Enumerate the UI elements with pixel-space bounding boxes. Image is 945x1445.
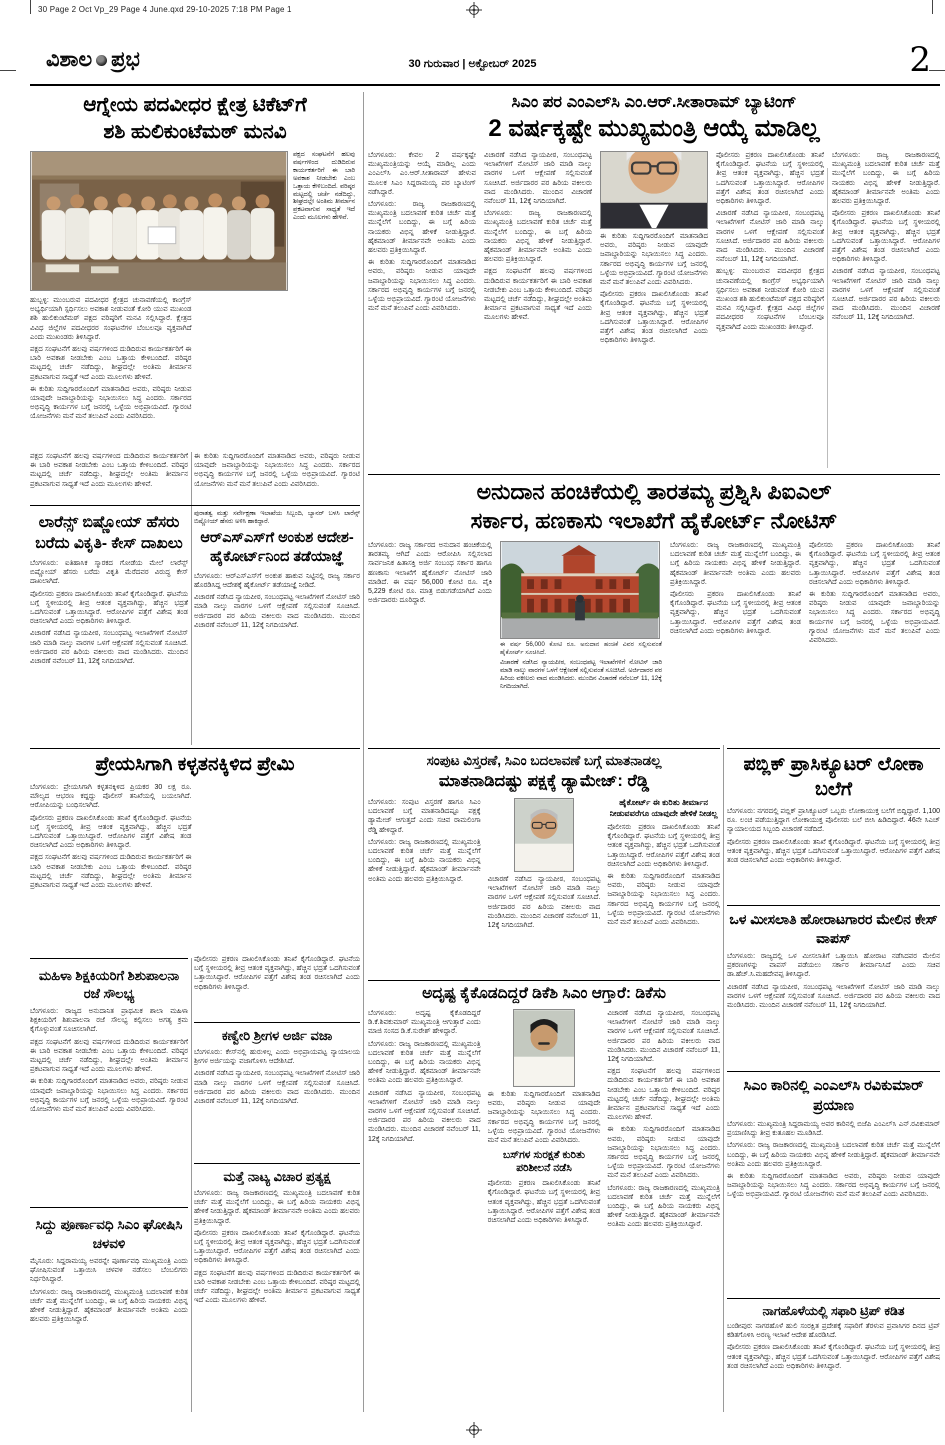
body-paragraph: ಪಕ್ಷದ ಸಂಘಟನೆಗೆ ಹಲವು ವರ್ಷಗಳಿಂದ ದುಡಿದಿರುವ ಕಾರ್ಯಕರ್ತರಿಗೆ ಈ ಬಾರಿ ಅವಕಾಶ ನೀಡಬೇಕು ಎಂಬ ಒತ್ತಾಯ ಕೇಳಿಬಂದಿದೆ. ವರಿಷ್ಠರ ಮಟ್ಟದಲ್ಲಿ ಚರ್ಚೆ ನಡೆದಿದ್ದು, ಶೀಘ್ರದಲ್ಲೇ ಅಂತಿಮ ತೀರ್ಮಾನ ಪ್ರಕಟವಾಗುವ ಸಾಧ್ಯತೆ ಇದೆ ಎಂದು ಮೂಲಗಳು ಹೇಳಿವೆ. [30,453,188,488]
body-paragraph: ವಿಚಾರಣೆ ನಡೆಸಿದ ನ್ಯಾಯಪೀಠ, ಸಂಬಂಧಪಟ್ಟ ಇಲಾಖೆಗಳಿಗೆ ನೋಟಿಸ್ ಜಾರಿ ಮಾಡಿ ನಾಲ್ಕು ವಾರಗಳ ಒಳಗೆ ಆಕ್ಷೇಪಣೆ ಸಲ್ಲಿಸುವಂತೆ ಸೂಚಿಸಿದೆ. ಅರ್ಜಿದಾರರ ಪರ ಹಿರಿಯ ವಕೀಲರು ವಾದ ಮಂಡಿಸಿದರು. ಮುಂದಿನ ವಿಚಾರಣೆ ನವೆಂಬರ್ 11, 12ಕ್ಕೆ ನಿಗದಿಯಾಗಿದೆ. [716,210,824,264]
photo-block [500,541,662,731]
article-body-col [488,798,601,970]
body-paragraph: ಬೆಂಗಳೂರು: ರಾಜ್ಯ ರಾಜಕಾರಣದಲ್ಲಿ ಮುಖ್ಯಮಂತ್ರಿ ಬದಲಾವಣೆ ಕುರಿತ ಚರ್ಚೆ ಮತ್ತೆ ಮುನ್ನೆಲೆಗೆ ಬಂದಿದ್ದು, ಈ ಬಗ್ಗೆ ಹಿರಿಯ ನಾಯಕರು ವಿಭಿನ್ನ ಹೇಳಿಕೆ ನೀಡುತ್ತಿದ್ದಾರೆ. ಹೈಕಮಾಂಡ್ ತೀರ್ಮಾನವೇ ಅಂತಿಮ ಎಂದು ಹಲವರು ಪ್ರತಿಕ್ರಿಯಿಸಿದ್ದಾರೆ. [607,1184,720,1229]
article-ravikumar-car [727,1071,940,1300]
registration-mark-top [466,2,482,18]
article-safari-trip [727,1298,940,1417]
article-dk-suresh [368,984,720,1412]
article-pil-notice [368,478,940,736]
body-paragraph: ವಿಚಾರಣೆ ನಡೆಸಿದ ನ್ಯಾಯಪೀಠ, ಸಂಬಂಧಪಟ್ಟ ಇಲಾಖೆಗಳಿಗೆ ನೋಟಿಸ್ ಜಾರಿ ಮಾಡಿ ನಾಲ್ಕು ವಾರಗಳ ಒಳಗೆ ಆಕ್ಷೇಪಣೆ ಸಲ್ಲಿಸುವಂತೆ ಸೂಚಿಸಿದೆ. ಅರ್ಜಿದಾರರ ಪರ ಹಿರಿಯ ವಕೀಲರು ವಾದ ಮಂಡಿಸಿದರು. ಮುಂದಿನ ವಿಚಾರಣೆ ನವೆಂಬರ್ 11, 12ಕ್ಕೆ ನಿಗದಿಯಾಗಿದೆ. [30,630,188,666]
article-headline: ಒಳ ಮೀಸಲಾತಿ ಹೋರಾಟಗಾರರ ಮೇಲಿನ ಕೇಸ್ ವಾಪಸ್ [729,911,938,946]
section-rule [30,748,360,749]
body-paragraph: ಈ ಕುರಿತು ಸುದ್ದಿಗಾರರೊಂದಿಗೆ ಮಾತನಾಡಿದ ಅವರು, ವರಿಷ್ಠರು ನೀಡುವ ಯಾವುದೇ ಜವಾಬ್ದಾರಿಯನ್ನು ನಿಭಾಯಿಸಲು ಸಿದ್ಧ ಎಂದರು. ಸರ್ಕಾರದ ಅಭಿವೃದ್ಧಿ ಕಾರ್ಯಗಳ ಬಗ್ಗೆ ಜನರಲ್ಲಿ ಒಳ್ಳೆಯ ಅಭಿಪ್ರಾಯವಿದೆ. ಗ್ಯಾರಂಟಿ ಯೋಜನೆಗಳು ಮನೆ ಮನೆ ತಲುಪಿವೆ ಎಂದು ವಿವರಿಸಿದರು. [607,873,720,927]
article-body-col [607,798,720,970]
crop-mark [30,0,31,14]
seetharam-portrait-image [600,151,708,229]
under-photo-text [500,659,662,711]
article-body [194,1189,360,1389]
article-body [30,1257,188,1407]
article-cm-seetharam [368,92,940,470]
article-body [194,572,360,704]
under-photo-text [488,875,601,930]
body-paragraph: ಬೆಂಗಳೂರು: ನಗರದಲ್ಲಿ ಪಬ್ಲಿಕ್ ಪ್ರಾಸಿಕ್ಯೂಟರ್ ಒಬ್ಬರು ಲೋಕಾಯುಕ್ತ ಬಲೆಗೆ ಬಿದ್ದಿದ್ದಾರೆ. 1,100 ರೂ. ಲಂಚ ಪಡೆಯುತ್ತಿದ್ದಾಗ ಲೋಕಾಯುಕ್ತ ಪೊಲೀಸರು ಬಲೆ ಬೀಸಿ ಹಿಡಿದಿದ್ದಾರೆ. 46ನೇ ಸಿಎಚ್ ನ್ಯಾಯಾಲಯದ ಸಿಬ್ಬಂದಿ ವಿಚಾರಣೆ ನಡೆದಿದೆ. [727,808,940,834]
body-paragraph: ಬೆಂಗಳೂರು: ರಾಜ್ಯ ರಾಜಕಾರಣದಲ್ಲಿ ಮುಖ್ಯಮಂತ್ರಿ ಬದಲಾವಣೆ ಕುರಿತ ಚರ್ಚೆ ಮತ್ತೆ ಮುನ್ನೆಲೆಗೆ ಬಂದಿದ್ದು, ಈ ಬಗ್ಗೆ ಹಿರಿಯ ನಾಯಕರು ವಿಭಿನ್ನ ಹೇಳಿಕೆ ನೀಡುತ್ತಿದ್ದಾರೆ. ಹೈಕಮಾಂಡ್ ತೀರ್ಮಾನವೇ ಅಂತಿಮ ಎಂದು ಹಲವರು ಪ್ರತಿಕ್ರಿಯಿಸಿದ್ದಾರೆ. [30,1288,188,1324]
headline-line-2: ಶಶಿ ಹುಲಿಕುಂಟೆಮಠ್ ಮನವಿ [103,121,287,143]
article-lawrence-case [30,452,188,738]
body-paragraph: ವಿಚಾರಣೆ ನಡೆಸಿದ ನ್ಯಾಯಪೀಠ, ಸಂಬಂಧಪಟ್ಟ ಇಲಾಖೆಗಳಿಗೆ ನೋಟಿಸ್ ಜಾರಿ ಮಾಡಿ ನಾಲ್ಕು ವಾರಗಳ ಒಳಗೆ ಆಕ್ಷೇಪಣೆ ಸಲ್ಲಿಸುವಂತೆ ಸೂಚಿಸಿದೆ. ಅರ್ಜಿದಾರರ ಪರ ಹಿರಿಯ ವಕೀಲರು ವಾದ ಮಂಡಿಸಿದರು. ಮುಂದಿನ ವಿಚಾರಣೆ ನವೆಂಬರ್ 11, 12ಕ್ಕೆ ನಿಗದಿಯಾಗಿದೆ. [484,152,592,206]
body-paragraph: ಪೊಲೀಸರು ಪ್ರಕರಣ ದಾಖಲಿಸಿಕೊಂಡು ತನಿಖೆ ಕೈಗೊಂಡಿದ್ದಾರೆ. ಘಟನೆಯ ಬಗ್ಗೆ ಸ್ಥಳೀಯರಲ್ಲಿ ತೀವ್ರ ಆತಂಕ ವ್ಯಕ್ತವಾಗಿದ್ದು, ಹೆಚ್ಚಿನ ಭದ್ರತೆ ಒದಗಿಸುವಂತೆ ಒತ್ತಾಯಿಸಿದ್ದಾರೆ. ಆರೋಪಿಗಳ ಪತ್ತೆಗೆ ವಿಶೇಷ ತಂಡ ರಚಿಸಲಾಗಿದೆ ಎಂದು ಅಧಿಕಾರಿಗಳು ತಿಳಿಸಿದ್ದಾರೆ. [727,1344,940,1370]
body-paragraph: ಪೊಲೀಸರು ಪ್ರಕರಣ ದಾಖಲಿಸಿಕೊಂಡು ತನಿಖೆ ಕೈಗೊಂಡಿದ್ದಾರೆ. ಘಟನೆಯ ಬಗ್ಗೆ ಸ್ಥಳೀಯರಲ್ಲಿ ತೀವ್ರ ಆತಂಕ ವ್ಯಕ್ತವಾಗಿದ್ದು, ಹೆಚ್ಚಿನ ಭದ್ರತೆ ಒದಗಿಸುವಂತೆ ಒತ್ತಾಯಿಸಿದ್ದಾರೆ. ಆರೋಪಿಗಳ ಪತ್ತೆಗೆ ವಿಶೇಷ ತಂಡ ರಚಿಸಲಾಗಿದೆ ಎಂದು ಅಧಿಕಾರಿಗಳು ತಿಳಿಸಿದ್ದಾರೆ. [670,591,801,635]
body-paragraph: ವಿಚಾರಣೆ ನಡೆಸಿದ ನ್ಯಾಯಪೀಠ, ಸಂಬಂಧಪಟ್ಟ ಇಲಾಖೆಗಳಿಗೆ ನೋಟಿಸ್ ಜಾರಿ ಮಾಡಿ ನಾಲ್ಕು ವಾರಗಳ ಒಳಗೆ ಆಕ್ಷೇಪಣೆ ಸಲ್ಲಿಸುವಂತೆ ಸೂಚಿಸಿದೆ. ಅರ್ಜಿದಾರರ ಪರ ಹಿರಿಯ ವಕೀಲರು ವಾದ ಮಂಡಿಸಿದರು. ಮುಂದಿನ ವಿಚಾರಣೆ ನವೆಂಬರ್ 11, 12ಕ್ಕೆ ನಿಗದಿಯಾಗಿದೆ. [832,268,940,322]
article-headline-line-1: ಅನುದಾನ ಹಂಚಿಕೆಯಲ್ಲಿ ತಾರತಮ್ಯ ಪ್ರಶ್ನಿಸಿ ಪಿಐಎಲ್ [476,479,832,504]
article-headline: ಪ್ರೇಯಸಿಗಾಗಿ ಕಳ್ಳತನಕ್ಕಿಳಿದ ಪ್ರೇಮಿ [95,754,295,775]
body-paragraph: ಹುಬ್ಬಳ್ಳಿ: ಮುಂಬರುವ ಪದವೀಧರ ಕ್ಷೇತ್ರದ ಚುನಾವಣೆಯಲ್ಲಿ ಕಾಂಗ್ರೆಸ್ ಅಭ್ಯರ್ಥಿಯಾಗಿ ಸ್ಪರ್ಧಿಸಲು ಅವಕಾಶ ನೀಡುವಂತೆ ಕೋರಿ ಯುವ ಮುಖಂಡ ಶಶಿ ಹುಲಿಕುಂಟೆಮಠ್ ಪಕ್ಷದ ವರಿಷ್ಠರಿಗೆ ಮನವಿ ಸಲ್ಲಿಸಿದ್ದಾರೆ. ಕ್ಷೇತ್ರದ ವಿವಿಧ ಜಿಲ್ಲೆಗಳ ಪದವೀಧರರ ಸಂಘಟನೆಗಳ ಬೆಂಬಲವೂ ವ್ಯಕ್ತವಾಗಿದೆ ಎಂದು ಮುಖಂಡರು ತಿಳಿಸಿದ್ದಾರೆ. [30,297,192,341]
article-body [727,807,940,899]
body-paragraph: ಬೆಂಗಳೂರು: ರಾಜ್ಯ ರಾಜಕಾರಣದಲ್ಲಿ ಮುಖ್ಯಮಂತ್ರಿ ಬದಲಾವಣೆ ಕುರಿತ ಚರ್ಚೆ ಮತ್ತೆ ಮುನ್ನೆಲೆಗೆ ಬಂದಿದ್ದು, ಈ ಬಗ್ಗೆ ಹಿರಿಯ ನಾಯಕರು ವಿಭಿನ್ನ ಹೇಳಿಕೆ ನೀಡುತ್ತಿದ್ದಾರೆ. ಹೈಕಮಾಂಡ್ ತೀರ್ಮಾನವೇ ಅಂತಿಮ ಎಂದು ಹಲವರು ಪ್ರತಿಕ್ರಿಯಿಸಿದ್ದಾರೆ. [368,201,476,255]
group-photo-image [30,151,288,291]
article-headline: ಪಬ್ಲಿಕ್ ಪ್ರಾಸಿಕ್ಯೂಟರ್ ಲೋಕಾ ಬಲೆಗೆ [743,754,924,800]
body-paragraph: ಪೊಲೀಸರು ಪ್ರಕರಣ ದಾಖಲಿಸಿಕೊಂಡು ತನಿಖೆ ಕೈಗೊಂಡಿದ್ದಾರೆ. ಘಟನೆಯ ಬಗ್ಗೆ ಸ್ಥಳೀಯರಲ್ಲಿ ತೀವ್ರ ಆತಂಕ ವ್ಯಕ್ತವಾಗಿದ್ದು, ಹೆಚ್ಚಿನ ಭದ್ರತೆ ಒದಗಿಸುವಂತೆ ಒತ್ತಾಯಿಸಿದ್ದಾರೆ. ಆರೋಪಿಗಳ ಪತ್ತೆಗೆ ವಿಶೇಷ ತಂಡ ರಚಿಸಲಾಗಿದೆ ಎಂದು ಅಧಿಕಾರಿಗಳು ತಿಳಿಸಿದ್ದಾರೆ. [194,1229,360,1265]
body-paragraph: ಪುರಾತತ್ವ ಮತ್ತು ಸರ್ವೇಕ್ಷಣಾ ಇಲಾಖೆಯ ಸಿಬ್ಬಂದಿ, ಬ್ಯಾನರ್ ಬಳಸಿ ಲಾರೆನ್ಸ್ ಬಿಷ್ಣೋಯ್ ಹೆಸರು ಅಳಿಸಿ ಹಾಕಿದ್ದಾರೆ. [194,510,360,525]
body-paragraph: ವಿಚಾರಣೆ ನಡೆಸಿದ ನ್ಯಾಯಪೀಠ, ಸಂಬಂಧಪಟ್ಟ ಇಲಾಖೆಗಳಿಗೆ ನೋಟಿಸ್ ಜಾರಿ ಮಾಡಿ ನಾಲ್ಕು ವಾರಗಳ ಒಳಗೆ ಆಕ್ಷೇಪಣೆ ಸಲ್ಲಿಸುವಂತೆ ಸೂಚಿಸಿದೆ. ಅರ್ಜಿದಾರರ ಪರ ಹಿರಿಯ ವಕೀಲರು ವಾದ ಮಂಡಿಸಿದರು. ಮುಂದಿನ ವಿಚಾರಣೆ ನವೆಂಬರ್ 11, 12ಕ್ಕೆ ನಿಗದಿಯಾಗಿದೆ. [727,983,940,1010]
body-paragraph: ಪೊಲೀಸರು ಪ್ರಕರಣ ದಾಖಲಿಸಿಕೊಂಡು ತನಿಖೆ ಕೈಗೊಂಡಿದ್ದಾರೆ. ಘಟನೆಯ ಬಗ್ಗೆ ಸ್ಥಳೀಯರಲ್ಲಿ ತೀವ್ರ ಆತಂಕ ವ್ಯಕ್ತವಾಗಿದ್ದು, ಹೆಚ್ಚಿನ ಭದ್ರತೆ ಒದಗಿಸುವಂತೆ ಒತ್ತಾಯಿಸಿದ್ದಾರೆ. ಆರೋಪಿಗಳ ಪತ್ತೆಗೆ ವಿಶೇಷ ತಂಡ ರಚಿಸಲಾಗಿದೆ ಎಂದು ಅಧಿಕಾರಿಗಳು ತಿಳಿಸಿದ್ದಾರೆ. [607,824,720,868]
article-headline-line-2: ಮಾತನಾಡಿದಷ್ಟು ಪಕ್ಷಕ್ಕೆ ಡ್ಯಾಮೇಜ್: ರೆಡ್ಡಿ [438,772,650,790]
body-paragraph: ಈ ಕುರಿತು ಸುದ್ದಿಗಾರರೊಂದಿಗೆ ಮಾತನಾಡಿದ ಅವರು, ವರಿಷ್ಠರು ನೀಡುವ ಯಾವುದೇ ಜವಾಬ್ದಾರಿಯನ್ನು ನಿಭಾಯಿಸಲು ಸಿದ್ಧ ಎಂದರು. ಸರ್ಕಾರದ ಅಭಿವೃದ್ಧಿ ಕಾರ್ಯಗಳ ಬಗ್ಗೆ ಜನರಲ್ಲಿ ಒಳ್ಳೆಯ ಅಭಿಪ್ರಾಯವಿದೆ. ಗ್ಯಾರಂಟಿ ಯೋಜನೆಗಳು ಮನೆ ಮನೆ ತಲುಪಿವೆ ಎಂದು ವಿವರಿಸಿದರು. [30,385,192,421]
reddy-portrait-image [514,798,574,872]
body-paragraph: ಪೊಲೀಸರು ಪ್ರಕರಣ ದಾಖಲಿಸಿಕೊಂಡು ತನಿಖೆ ಕೈಗೊಂಡಿದ್ದಾರೆ. ಘಟನೆಯ ಬಗ್ಗೆ ಸ್ಥಳೀಯರಲ್ಲಿ ತೀವ್ರ ಆತಂಕ ವ್ಯಕ್ತವಾಗಿದ್ದು, ಹೆಚ್ಚಿನ ಭದ್ರತೆ ಒದಗಿಸುವಂತೆ ಒತ್ತಾಯಿಸಿದ್ದಾರೆ. ಆರೋಪಿಗಳ ಪತ್ತೆಗೆ ವಿಶೇಷ ತಂಡ ರಚಿಸಲಾಗಿದೆ ಎಂದು ಅಧಿಕಾರಿಗಳು ತಿಳಿಸಿದ್ದಾರೆ. [727,838,940,865]
body-paragraph: ಬೆಂಗಳೂರು: ಕೇವಲ 2 ವರ್ಷಕ್ಕಷ್ಟೇ ಮುಖ್ಯಮಂತ್ರಿಯನ್ನು ಆಯ್ಕೆ ಮಾಡಿಲ್ಲ ಎಂದು ಎಂಎಲ್‌ಸಿ ಎಂ.ಆರ್.ಸೀತಾರಾಮ್ ಹೇಳುವ ಮೂಲಕ ಸಿಎಂ ಸಿದ್ದರಾಮಯ್ಯ ಪರ ಬ್ಯಾಟಿಂಗ್ ನಡೆಸಿದ್ದಾರೆ. [368,152,476,196]
article-headline-line-2: ಸರ್ಕಾರ, ಹಣಕಾಸು ಇಲಾಖೆಗೆ ಹೈಕೋರ್ಟ್ ನೋಟಿಸ್ [470,508,838,533]
article-headline: ಮತ್ತೆ ನಾಟ್ಯ ವಿಚಾರ ಪ್ರತ್ಯಕ್ಷ [223,1169,331,1184]
body-paragraph: ಪೊಲೀಸರು ಪ್ರಕರಣ ದಾಖಲಿಸಿಕೊಂಡು ತನಿಖೆ ಕೈಗೊಂಡಿದ್ದಾರೆ. ಘಟನೆಯ ಬಗ್ಗೆ ಸ್ಥಳೀಯರಲ್ಲಿ ತೀವ್ರ ಆತಂಕ ವ್ಯಕ್ತವಾಗಿದ್ದು, ಹೆಚ್ಚಿನ ಭದ್ರತೆ ಒದಗಿಸುವಂತೆ ಒತ್ತಾಯಿಸಿದ್ದಾರೆ. ಆರೋಪಿಗಳ ಪತ್ತೆಗೆ ವಿಶೇಷ ತಂಡ ರಚಿಸಲಾಗಿದೆ ಎಂದು ಅಧಿಕಾರಿಗಳು ತಿಳಿಸಿದ್ದಾರೆ. [487,1180,601,1225]
continuation-text [194,452,360,500]
dk-suresh-portrait-image [513,1009,575,1087]
body-paragraph: ಬೆಂಗಳೂರು: ಆರ್‌ಎಸ್‌ಎಸ್‌ಗೆ ಅಂಕುಶ ಹಾಕುವ ನಿಟ್ಟಿನಲ್ಲಿ ರಾಜ್ಯ ಸರ್ಕಾರ ಹೊರಡಿಸಿದ್ದ ಆದೇಶಕ್ಕೆ ಹೈಕೋರ್ಟ್ ತಡೆಯಾಜ್ಞೆ ನೀಡಿದೆ. [194,572,360,590]
crop-mark [932,0,933,14]
high-court-photo-image [500,541,660,639]
article-body-col [368,1009,481,1407]
masthead-word-left: ವಿಶಾಲ [46,48,93,71]
headline-line-1: ಆಗ್ನೇಯ ಪದವೀಧರ ಕ್ಷೇತ್ರ ಟಿಕೆಟ್‌ಗೆ [83,94,307,116]
body-paragraph: ಬೆಂಗಳೂರು: ರಾಜ್ಯ ಸರ್ಕಾರದ ಅನುದಾನ ಹಂಚಿಕೆಯಲ್ಲಿ ತಾರತಮ್ಯ ಆಗಿದೆ ಎಂದು ಆರೋಪಿಸಿ ಸಲ್ಲಿಸಲಾದ ಸಾರ್ವಜನಿಕ ಹಿತಾಸಕ್ತಿ ಅರ್ಜಿ ಸಂಬಂಧ ಸರ್ಕಾರ ಹಾಗೂ ಹಣಕಾಸು ಇಲಾಖೆಗೆ ಹೈಕೋರ್ಟ್ ನೋಟಿಸ್ ಜಾರಿ ಮಾಡಿದೆ. ಈ ವರ್ಷ 56,000 ಕೋಟಿ ರೂ. ಪೈಕಿ 5,229 ಕೋಟಿ ರೂ. ಮಾತ್ರ ಬಿಡುಗಡೆಯಾಗಿದೆ ಎಂದು ಅರ್ಜಿದಾರರು ದೂರಿದ್ದಾರೆ. [368,542,492,605]
body-paragraph: ಪೊಲೀಸರು ಪ್ರಕರಣ ದಾಖಲಿಸಿಕೊಂಡು ತನಿಖೆ ಕೈಗೊಂಡಿದ್ದಾರೆ. ಘಟನೆಯ ಬಗ್ಗೆ ಸ್ಥಳೀಯರಲ್ಲಿ ತೀವ್ರ ಆತಂಕ ವ್ಯಕ್ತವಾಗಿದ್ದು, ಹೆಚ್ಚಿನ ಭದ್ರತೆ ಒದಗಿಸುವಂತೆ ಒತ್ತಾಯಿಸಿದ್ದಾರೆ. ಆರೋಪಿಗಳ ಪತ್ತೆಗೆ ವಿಶೇಷ ತಂಡ ರಚಿಸಲಾಗಿದೆ ಎಂದು ಅಧಿಕಾರಿಗಳು ತಿಳಿಸಿದ್ದಾರೆ. [809,542,940,586]
body-paragraph: ಈ ಕುರಿತು ಸುದ್ದಿಗಾರರೊಂದಿಗೆ ಮಾತನಾಡಿದ ಅವರು, ವರಿಷ್ಠರು ನೀಡುವ ಯಾವುದೇ ಜವಾಬ್ದಾರಿಯನ್ನು ನಿಭಾಯಿಸಲು ಸಿದ್ಧ ಎಂದರು. ಸರ್ಕಾರದ ಅಭಿವೃದ್ಧಿ ಕಾರ್ಯಗಳ ಬಗ್ಗೆ ಜನರಲ್ಲಿ ಒಳ್ಳೆಯ ಅಭಿಪ್ರಾಯವಿದೆ. ಗ್ಯಾರಂಟಿ ಯೋಜನೆಗಳು ಮನೆ ಮನೆ ತಲುಪಿವೆ ಎಂದು ವಿವರಿಸಿದರು. [727,1173,940,1199]
body-paragraph: ಬೆಂಗಳೂರು: ರಾಜ್ಯ ರಾಜಕಾರಣದಲ್ಲಿ ಮುಖ್ಯಮಂತ್ರಿ ಬದಲಾವಣೆ ಕುರಿತ ಚರ್ಚೆ ಮತ್ತೆ ಮುನ್ನೆಲೆಗೆ ಬಂದಿದ್ದು, ಈ ಬಗ್ಗೆ ಹಿರಿಯ ನಾಯಕರು ವಿಭಿನ್ನ ಹೇಳಿಕೆ ನೀಡುತ್ತಿದ್ದಾರೆ. ಹೈಕಮಾಂಡ್ ತೀರ್ಮಾನವೇ ಅಂತಿಮ ಎಂದು ಹಲವರು ಪ್ರತಿಕ್ರಿಯಿಸಿದ್ದಾರೆ. [832,152,940,206]
body-paragraph: ಪಕ್ಷದ ಸಂಘಟನೆಗೆ ಹಲವು ವರ್ಷಗಳಿಂದ ದುಡಿದಿರುವ ಕಾರ್ಯಕರ್ತರಿಗೆ ಈ ಬಾರಿ ಅವಕಾಶ ನೀಡಬೇಕು ಎಂಬ ಒತ್ತಾಯ ಕೇಳಿಬಂದಿದೆ. ವರಿಷ್ಠರ ಮಟ್ಟದಲ್ಲಿ ಚರ್ಚೆ ನಡೆದಿದ್ದು, ಶೀಘ್ರದಲ್ಲೇ ಅಂತಿಮ ತೀರ್ಮಾನ ಪ್ರಕಟವಾಗುವ ಸಾಧ್ಯತೆ ಇದೆ ಎಂದು ಮೂಲಗಳು ಹೇಳಿವೆ. [484,268,592,322]
article-kicker: ಸಿಎಂ ಪರ ಎಂಎಲ್‌ಸಿ ಎಂ.ಆರ್.ಸೀತಾರಾಮ್ ಬ್ಯಾಟಿಂಗ್ [511,93,797,111]
body-paragraph: ಬೆಂಗಳೂರು: ರಾಜ್ಯ ರಾಜಕಾರಣದಲ್ಲಿ ಮುಖ್ಯಮಂತ್ರಿ ಬದಲಾವಣೆ ಕುರಿತ ಚರ್ಚೆ ಮತ್ತೆ ಮುನ್ನೆಲೆಗೆ ಬಂದಿದ್ದು, ಈ ಬಗ್ಗೆ ಹಿರಿಯ ನಾಯಕರು ವಿಭಿನ್ನ ಹೇಳಿಕೆ ನೀಡುತ್ತಿದ್ದಾರೆ. ಹೈಕಮಾಂಡ್ ತೀರ್ಮಾನವೇ ಅಂತಿಮ ಎಂದು ಹಲವರು ಪ್ರತಿಕ್ರಿಯಿಸಿದ್ದಾರೆ. [368,838,481,883]
body-paragraph: ವಿಚಾರಣೆ ನಡೆಸಿದ ನ್ಯಾಯಪೀಠ, ಸಂಬಂಧಪಟ್ಟ ಇಲಾಖೆಗಳಿಗೆ ನೋಟಿಸ್ ಜಾರಿ ಮಾಡಿ ನಾಲ್ಕು ವಾರಗಳ ಒಳಗೆ ಆಕ್ಷೇಪಣೆ ಸಲ್ಲಿಸುವಂತೆ ಸೂಚಿಸಿದೆ. ಅರ್ಜಿದಾರರ ಪರ ಹಿರಿಯ ವಕೀಲರು ವಾದ ಮಂಡಿಸಿದರು. ಮುಂದಿನ ವಿಚಾರಣೆ ನವೆಂಬರ್ 11, 12ಕ್ಕೆ ನಿಗದಿಯಾಗಿದೆ. [194,594,360,629]
body-paragraph: ಈ ಕುರಿತು ಸುದ್ದಿಗಾರರೊಂದಿಗೆ ಮಾತನಾಡಿದ ಅವರು, ವರಿಷ್ಠರು ನೀಡುವ ಯಾವುದೇ ಜವಾಬ್ದಾರಿಯನ್ನು ನಿಭಾಯಿಸಲು ಸಿದ್ಧ ಎಂದರು. ಸರ್ಕಾರದ ಅಭಿವೃದ್ಧಿ ಕಾರ್ಯಗಳ ಬಗ್ಗೆ ಜನರಲ್ಲಿ ಒಳ್ಳೆಯ ಅಭಿಪ್ರಾಯವಿದೆ. ಗ್ಯಾರಂಟಿ ಯೋಜನೆಗಳು ಮನೆ ಮನೆ ತಲುಪಿವೆ ಎಂದು ವಿವರಿಸಿದರು. [809,591,940,645]
body-paragraph: ಬಂಡೀಪುರ: ನಾಗರಹೊಳೆ ಹುಲಿ ಸಂರಕ್ಷಿತ ಪ್ರದೇಶಕ್ಕೆ ಸಫಾರಿಗೆ ತೆರಳುವ ಪ್ರವಾಸಿಗರ ದಿನದ ಟ್ರಿಪ್ ಕಡಿತಗೊಳಿಸಿ ಅರಣ್ಯ ಇಲಾಖೆ ಆದೇಶ ಹೊರಡಿಸಿದೆ. [727,1323,940,1340]
body-paragraph: ಹುಬ್ಬಳ್ಳಿ: ಮುಂಬರುವ ಪದವೀಧರ ಕ್ಷೇತ್ರದ ಚುನಾವಣೆಯಲ್ಲಿ ಕಾಂಗ್ರೆಸ್ ಅಭ್ಯರ್ಥಿಯಾಗಿ ಸ್ಪರ್ಧಿಸಲು ಅವಕಾಶ ನೀಡುವಂತೆ ಕೋರಿ ಯುವ ಮುಖಂಡ ಶಶಿ ಹುಲಿಕುಂಟೆಮಠ್ ಪಕ್ಷದ ವರಿಷ್ಠರಿಗೆ ಮನವಿ ಸಲ್ಲಿಸಿದ್ದಾರೆ. ಕ್ಷೇತ್ರದ ವಿವಿಧ ಜಿಲ್ಲೆಗಳ ಪದವೀಧರರ ಸಂಘಟನೆಗಳ ಬೆಂಬಲವೂ ವ್ಯಕ್ತವಾಗಿದೆ ಎಂದು ಮುಖಂಡರು ತಿಳಿಸಿದ್ದಾರೆ. [716,268,825,331]
body-paragraph: ಬೆಂಗಳೂರು: ರಾಜ್ಯದಲ್ಲಿ ಒಳ ಮೀಸಲಾತಿಗೆ ಒತ್ತಾಯಿಸಿ ಹೋರಾಟ ನಡೆಸಿದವರ ಮೇಲಿನ ಪ್ರಕರಣಗಳನ್ನು ವಾಪಸ್ ಪಡೆಯಲು ಸರ್ಕಾರ ತೀರ್ಮಾನಿಸಿದೆ ಎಂದು ಸಚಿವ ಡಾ.ಹೆಚ್.ಸಿ.ಮಹದೇವಪ್ಪ ತಿಳಿಸಿದ್ದಾರೆ. [727,953,940,979]
article-headline: ಅದೃಷ್ಟ ಕೈಕೊಡದಿದ್ದರೆ ಡಿಕೆಶಿ ಸಿಎಂ ಆಗ್ತಾರೆ: ಡಿಕೆಸು [422,985,666,1002]
column-rule [723,745,724,1412]
article-shashi-ticket [30,92,360,444]
registration-mark-bottom [466,1422,482,1438]
article-body [30,783,360,943]
article-body-col [368,798,481,970]
body-paragraph: ಬೆಂಗಳೂರು: ರಾಜ್ಯದ ಅನುದಾನಿತ ಪ್ರಾಥಮಿಕ ಶಾಲಾ ಮಹಿಳಾ ಶಿಕ್ಷಕಿಯರಿಗೆ ಶಿಶುಪಾಲನಾ ರಜೆ ಸೌಲಭ್ಯ ಕಲ್ಪಿಸಲು ಅಗತ್ಯ ಕ್ರಮ ಕೈಗೊಳ್ಳುವಂತೆ ಸೂಚಿಸಲಾಗಿದೆ. [30,1008,188,1034]
article-body [727,1322,940,1408]
body-paragraph: ಬೆಂಗಳೂರು: ರಾಜ್ಯ ರಾಜಕಾರಣದಲ್ಲಿ ಮುಖ್ಯಮಂತ್ರಿ ಬದಲಾವಣೆ ಕುರಿತ ಚರ್ಚೆ ಮತ್ತೆ ಮುನ್ನೆಲೆಗೆ ಬಂದಿದ್ದು, ಈ ಬಗ್ಗೆ ಹಿರಿಯ ನಾಯಕರು ವಿಭಿನ್ನ ಹೇಳಿಕೆ ನೀಡುತ್ತಿದ್ದಾರೆ. ಹೈಕಮಾಂಡ್ ತೀರ್ಮಾನವೇ ಅಂತಿಮ ಎಂದು ಹಲವರು ಪ್ರತಿಕ್ರಿಯಿಸಿದ್ದಾರೆ. [727,1142,940,1168]
body-paragraph: ಬೆಂಗಳೂರು: ರಾಜ್ಯ ರಾಜಕಾರಣದಲ್ಲಿ ಮುಖ್ಯಮಂತ್ರಿ ಬದಲಾವಣೆ ಕುರಿತ ಚರ್ಚೆ ಮತ್ತೆ ಮುನ್ನೆಲೆಗೆ ಬಂದಿದ್ದು, ಈ ಬಗ್ಗೆ ಹಿರಿಯ ನಾಯಕರು ವಿಭಿನ್ನ ಹೇಳಿಕೆ ನೀಡುತ್ತಿದ್ದಾರೆ. ಹೈಕಮಾಂಡ್ ತೀರ್ಮಾನವೇ ಅಂತಿಮ ಎಂದು ಹಲವರು ಪ್ರತಿಕ್ರಿಯಿಸಿದ್ದಾರೆ. [484,210,592,264]
article-headline: ಕಣ್ವೇರಿ ಶ್ರೀಗಳ ಅರ್ಜಿ ವಜಾ [221,1028,333,1043]
prepress-slug: 30 Page 2 Oct Vp_29 Page 4 June.qxd 29-10-2025 7:18 PM Page 1 [38,5,292,14]
article-teachers-leave [30,958,188,1209]
body-paragraph: ವಿಚಾರಣೆ ನಡೆಸಿದ ನ್ಯಾಯಪೀಠ, ಸಂಬಂಧಪಟ್ಟ ಇಲಾಖೆಗಳಿಗೆ ನೋಟಿಸ್ ಜಾರಿ ಮಾಡಿ ನಾಲ್ಕು ವಾರಗಳ ಒಳಗೆ ಆಕ್ಷೇಪಣೆ ಸಲ್ಲಿಸುವಂತೆ ಸೂಚಿಸಿದೆ. ಅರ್ಜಿದಾರರ ಪರ ಹಿರಿಯ ವಕೀಲರು ವಾದ ಮಂಡಿಸಿದರು. ಮುಂದಿನ ವಿಚಾರಣೆ ನವೆಂಬರ್ 11, 12ಕ್ಕೆ ನಿಗದಿಯಾಗಿದೆ. [487,876,601,930]
article-body-col [484,151,592,467]
photo-caption: ಈ ವರ್ಷ 56,000 ಕೋಟಿ ರೂ. ಅನುದಾನ ಹಂಚಿಕೆ ವಿವರ ಸಲ್ಲಿಸುವಂತೆ ಹೈಕೋರ್ಟ್ ಸೂಚಿಸಿದೆ. [500,641,662,656]
body-paragraph: ಪೊಲೀಸರು ಪ್ರಕರಣ ದಾಖಲಿಸಿಕೊಂಡು ತನಿಖೆ ಕೈಗೊಂಡಿದ್ದಾರೆ. ಘಟನೆಯ ಬಗ್ಗೆ ಸ್ಥಳೀಯರಲ್ಲಿ ತೀವ್ರ ಆತಂಕ ವ್ಯಕ್ತವಾಗಿದ್ದು, ಹೆಚ್ಚಿನ ಭದ್ರತೆ ಒದಗಿಸುವಂತೆ ಒತ್ತಾಯಿಸಿದ್ದಾರೆ. ಆರೋಪಿಗಳ ಪತ್ತೆಗೆ ವಿಶೇಷ ತಂಡ ರಚಿಸಲಾಗಿದೆ ಎಂದು ಅಧಿಕಾರಿಗಳು ತಿಳಿಸಿದ್ದಾರೆ. [30,590,188,626]
edition-dateline: 30 ಗುರುವಾರ | ಅಕ್ಟೋಬರ್ 2025 [408,58,537,70]
continuation-text [194,955,360,1019]
article-body-col [607,1009,720,1407]
body-paragraph: ಪಕ್ಷದ ಸಂಘಟನೆಗೆ ಹಲವು ವರ್ಷಗಳಿಂದ ದುಡಿದಿರುವ ಕಾರ್ಯಕರ್ತರಿಗೆ ಈ ಬಾರಿ ಅವಕಾಶ ನೀಡಬೇಕು ಎಂಬ ಒತ್ತಾಯ ಕೇಳಿಬಂದಿದೆ. ವರಿಷ್ಠರ ಮಟ್ಟದಲ್ಲಿ ಚರ್ಚೆ ನಡೆದಿದ್ದು, ಶೀಘ್ರದಲ್ಲೇ ಅಂತಿಮ ತೀರ್ಮಾನ ಪ್ರಕಟವಾಗುವ ಸಾಧ್ಯತೆ ಇದೆ ಎಂದು ಮೂಲಗಳು ಹೇಳಿವೆ. [194,1269,360,1305]
article-headline-line-1: ಸಂಪುಟ ವಿಸ್ತರಣೆ, ಸಿಎಂ ಬದಲಾವಣೆ ಬಗ್ಗೆ ಮಾತನಾಡಲ್ಲ [426,753,662,768]
article-siddu-full-term [30,1207,188,1417]
body-paragraph: ಪೊಲೀಸರು ಪ್ರಕರಣ ದಾಖಲಿಸಿಕೊಂಡು ತನಿಖೆ ಕೈಗೊಂಡಿದ್ದಾರೆ. ಘಟನೆಯ ಬಗ್ಗೆ ಸ್ಥಳೀಯರಲ್ಲಿ ತೀವ್ರ ಆತಂಕ ವ್ಯಕ್ತವಾಗಿದ್ದು, ಹೆಚ್ಚಿನ ಭದ್ರತೆ ಒದಗಿಸುವಂತೆ ಒತ್ತಾಯಿಸಿದ್ದಾರೆ. ಆರೋಪಿಗಳ ಪತ್ತೆಗೆ ವಿಶೇಷ ತಂಡ ರಚಿಸಲಾಗಿದೆ ಎಂದು ಅಧಿಕಾರಿಗಳು ತಿಳಿಸಿದ್ದಾರೆ. [600,291,708,345]
body-text [488,1179,601,1225]
article-body-col [600,151,708,467]
body-paragraph: ಈ ಕುರಿತು ಸುದ್ದಿಗಾರರೊಂದಿಗೆ ಮಾತನಾಡಿದ ಅವರು, ವರಿಷ್ಠರು ನೀಡುವ ಯಾವುದೇ ಜವಾಬ್ದಾರಿಯನ್ನು ನಿಭಾಯಿಸಲು ಸಿದ್ಧ ಎಂದರು. ಸರ್ಕಾರದ ಅಭಿವೃದ್ಧಿ ಕಾರ್ಯಗಳ ಬಗ್ಗೆ ಜನರಲ್ಲಿ ಒಳ್ಳೆಯ ಅಭಿಪ್ರಾಯವಿದೆ. ಗ್ಯಾರಂಟಿ ಯೋಜನೆಗಳು ಮನೆ ಮನೆ ತಲುಪಿವೆ ಎಂದು ವಿವರಿಸಿದರು. [607,1126,720,1180]
body-paragraph: ಈ ಕುರಿತು ಸುದ್ದಿಗಾರರೊಂದಿಗೆ ಮಾತನಾಡಿದ ಅವರು, ವರಿಷ್ಠರು ನೀಡುವ ಯಾವುದೇ ಜವಾಬ್ದಾರಿಯನ್ನು ನಿಭಾಯಿಸಲು ಸಿದ್ಧ ಎಂದರು. ಸರ್ಕಾರದ ಅಭಿವೃದ್ಧಿ ಕಾರ್ಯಗಳ ಬಗ್ಗೆ ಜನರಲ್ಲಿ ಒಳ್ಳೆಯ ಅಭಿಪ್ರಾಯವಿದೆ. ಗ್ಯಾರಂಟಿ ಯೋಜನೆಗಳು ಮನೆ ಮನೆ ತಲುಪಿವೆ ಎಂದು ವಿವರಿಸಿದರು. [600,233,708,287]
body-paragraph: ಪಕ್ಷದ ಸಂಘಟನೆಗೆ ಹಲವು ವರ್ಷಗಳಿಂದ ದುಡಿದಿರುವ ಕಾರ್ಯಕರ್ತರಿಗೆ ಈ ಬಾರಿ ಅವಕಾಶ ನೀಡಬೇಕು ಎಂಬ ಒತ್ತಾಯ ಕೇಳಿಬಂದಿದೆ. ವರಿಷ್ಠರ ಮಟ್ಟದಲ್ಲಿ ಚರ್ಚೆ ನಡೆದಿದ್ದು, ಶೀಘ್ರದಲ್ಲೇ ಅಂತಿಮ ತೀರ್ಮಾನ ಪ್ರಕಟವಾಗುವ ಸಾಧ್ಯತೆ ಇದೆ ಎಂದು ಮೂಲಗಳು ಹೇಳಿವೆ. [607,1068,720,1122]
body-paragraph: ಪಕ್ಷದ ಸಂಘಟನೆಗೆ ಹಲವು ವರ್ಷಗಳಿಂದ ದುಡಿದಿರುವ ಕಾರ್ಯಕರ್ತರಿಗೆ ಈ ಬಾರಿ ಅವಕಾಶ ನೀಡಬೇಕು ಎಂಬ ಒತ್ತಾಯ ಕೇಳಿಬಂದಿದೆ. ವರಿಷ್ಠರ ಮಟ್ಟದಲ್ಲಿ ಚರ್ಚೆ ನಡೆದಿದ್ದು, ಶೀಘ್ರದಲ್ಲೇ ಅಂತಿಮ ತೀರ್ಮಾನ ಪ್ರಕಟವಾಗುವ ಸಾಧ್ಯತೆ ಇದೆ ಎಂದು ಮೂಲಗಳು ಹೇಳಿವೆ. [30,854,192,890]
body-paragraph: ಬೆಂಗಳೂರು: ರಾಜ್ಯ ರಾಜಕಾರಣದಲ್ಲಿ ಮುಖ್ಯಮಂತ್ರಿ ಬದಲಾವಣೆ ಕುರಿತ ಚರ್ಚೆ ಮತ್ತೆ ಮುನ್ನೆಲೆಗೆ ಬಂದಿದ್ದು, ಈ ಬಗ್ಗೆ ಹಿರಿಯ ನಾಯಕರು ವಿಭಿನ್ನ ಹೇಳಿಕೆ ನೀಡುತ್ತಿದ್ದಾರೆ. ಹೈಕಮಾಂಡ್ ತೀರ್ಮಾನವೇ ಅಂತಿಮ ಎಂದು ಹಲವರು ಪ್ರತಿಕ್ರಿಯಿಸಿದ್ದಾರೆ. [194,1190,360,1225]
article-reservation-cases [727,905,940,1073]
article-body-col [670,541,801,731]
article-body-col [488,1009,601,1407]
body-paragraph: ಬೆಂಗಳೂರು: ಮುಖ್ಯಮಂತ್ರಿ ಸಿದ್ದರಾಮಯ್ಯ ಅವರ ಕಾರಿನಲ್ಲಿ ಬಿಜೆಪಿ ಎಂಎಲ್‌ಸಿ ಎನ್.ರವಿಕುಮಾರ್ ಪ್ರಯಾಣಿಸಿದ್ದು ತೀವ್ರ ಕುತೂಹಲ ಮೂಡಿಸಿದೆ. [727,1121,940,1138]
body-paragraph: ಬೆಂಗಳೂರು: ರಾಜ್ಯ ರಾಜಕಾರಣದಲ್ಲಿ ಮುಖ್ಯಮಂತ್ರಿ ಬದಲಾವಣೆ ಕುರಿತ ಚರ್ಚೆ ಮತ್ತೆ ಮುನ್ನೆಲೆಗೆ ಬಂದಿದ್ದು, ಈ ಬಗ್ಗೆ ಹಿರಿಯ ನಾಯಕರು ವಿಭಿನ್ನ ಹೇಳಿಕೆ ನೀಡುತ್ತಿದ್ದಾರೆ. ಹೈಕಮಾಂಡ್ ತೀರ್ಮಾನವೇ ಅಂತಿಮ ಎಂದು ಹಲವರು ಪ್ರತಿಕ್ರಿಯಿಸಿದ್ದಾರೆ. [670,542,801,586]
column-rule [191,958,192,1412]
section-rule [194,1163,360,1164]
section-rule [368,980,720,981]
body-paragraph: ಬೆಂಗಳೂರು: ರಾಜ್ಯ ರಾಜಕಾರಣದಲ್ಲಿ ಮುಖ್ಯಮಂತ್ರಿ ಬದಲಾವಣೆ ಕುರಿತ ಚರ್ಚೆ ಮತ್ತೆ ಮುನ್ನೆಲೆಗೆ ಬಂದಿದ್ದು, ಈ ಬಗ್ಗೆ ಹಿರಿಯ ನಾಯಕರು ವಿಭಿನ್ನ ಹೇಳಿಕೆ ನೀಡುತ್ತಿದ್ದಾರೆ. ಹೈಕಮಾಂಡ್ ತೀರ್ಮಾನವೇ ಅಂತಿಮ ಎಂದು ಹಲವರು ಪ್ರತಿಕ್ರಿಯಿಸಿದ್ದಾರೆ. [368,1040,481,1085]
article-prosecutor-lokayukta [727,752,940,902]
body-paragraph: ಪಕ್ಷದ ಸಂಘಟನೆಗೆ ಹಲವು ವರ್ಷಗಳಿಂದ ದುಡಿದಿರುವ ಕಾರ್ಯಕರ್ತರಿಗೆ ಈ ಬಾರಿ ಅವಕಾಶ ನೀಡಬೇಕು ಎಂಬ ಒತ್ತಾಯ ಕೇಳಿಬಂದಿದೆ. ವರಿಷ್ಠರ ಮಟ್ಟದಲ್ಲಿ ಚರ್ಚೆ ನಡೆದಿದ್ದು, ಶೀಘ್ರದಲ್ಲೇ ಅಂತಿಮ ತೀರ್ಮಾನ ಪ್ರಕಟವಾಗುವ ಸಾಧ್ಯತೆ ಇದೆ ಎಂದು ಮೂಲಗಳು ಹೇಳಿವೆ. [293,151,355,222]
section-rule [368,748,720,749]
article-body-col [832,151,940,467]
body-paragraph: ಪಕ್ಷದ ಸಂಘಟನೆಗೆ ಹಲವು ವರ್ಷಗಳಿಂದ ದುಡಿದಿರುವ ಕಾರ್ಯಕರ್ತರಿಗೆ ಈ ಬಾರಿ ಅವಕಾಶ ನೀಡಬೇಕು ಎಂಬ ಒತ್ತಾಯ ಕೇಳಿಬಂದಿದೆ. ವರಿಷ್ಠರ ಮಟ್ಟದಲ್ಲಿ ಚರ್ಚೆ ನಡೆದಿದ್ದು, ಶೀಘ್ರದಲ್ಲೇ ಅಂತಿಮ ತೀರ್ಮಾನ ಪ್ರಕಟವಾಗುವ ಸಾಧ್ಯತೆ ಇದೆ ಎಂದು ಮೂಲಗಳು ಹೇಳಿವೆ. [30,1038,188,1074]
body-paragraph: ಬೆಂಗಳೂರು: ಕೇಸ್‌ನಲ್ಲಿ ಹುರುಳಿಲ್ಲ ಎಂದು ಅಭಿಪ್ರಾಯಪಟ್ಟ ನ್ಯಾಯಾಲಯ ಶ್ರೀಗಳ ಅರ್ಜಿಯನ್ನು ವಜಾಗೊಳಿಸಿ ಆದೇಶಿಸಿದೆ. [194,1049,360,1066]
body-paragraph: ಈ ಕುರಿತು ಸುದ್ದಿಗಾರರೊಂದಿಗೆ ಮಾತನಾಡಿದ ಅವರು, ವರಿಷ್ಠರು ನೀಡುವ ಯಾವುದೇ ಜವಾಬ್ದಾರಿಯನ್ನು ನಿಭಾಯಿಸಲು ಸಿದ್ಧ ಎಂದರು. ಸರ್ಕಾರದ ಅಭಿವೃದ್ಧಿ ಕಾರ್ಯಗಳ ಬಗ್ಗೆ ಜನರಲ್ಲಿ ಒಳ್ಳೆಯ ಅಭಿಪ್ರಾಯವಿದೆ. ಗ್ಯಾರಂಟಿ ಯೋಜನೆಗಳು ಮನೆ ಮನೆ ತಲುಪಿವೆ ಎಂದು ವಿವರಿಸಿದರು. [368,259,476,313]
article-body-col [716,151,824,467]
body-paragraph: ಈ ಕುರಿತು ಸುದ್ದಿಗಾರರೊಂದಿಗೆ ಮಾತನಾಡಿದ ಅವರು, ವರಿಷ್ಠರು ನೀಡುವ ಯಾವುದೇ ಜವಾಬ್ದಾರಿಯನ್ನು ನಿಭಾಯಿಸಲು ಸಿದ್ಧ ಎಂದರು. ಸರ್ಕಾರದ ಅಭಿವೃದ್ಧಿ ಕಾರ್ಯಗಳ ಬಗ್ಗೆ ಜನರಲ್ಲಿ ಒಳ್ಳೆಯ ಅಭಿಪ್ರಾಯವಿದೆ. ಗ್ಯಾರಂಟಿ ಯೋಜನೆಗಳು ಮನೆ ಮನೆ ತಲುಪಿವೆ ಎಂದು ವಿವರಿಸಿದರು. [194,453,360,488]
under-photo-text [488,1090,601,1145]
article-body [727,952,940,1062]
article-lover-theft [30,752,360,952]
column-two-stack [194,955,360,1412]
section-rule [368,474,940,475]
body-paragraph: ವಿಚಾರಣೆ ನಡೆಸಿದ ನ್ಯಾಯಪೀಠ, ಸಂಬಂಧಪಟ್ಟ ಇಲಾಖೆಗಳಿಗೆ ನೋಟಿಸ್ ಜಾರಿ ಮಾಡಿ ನಾಲ್ಕು ವಾರಗಳ ಒಳಗೆ ಆಕ್ಷೇಪಣೆ ಸಲ್ಲಿಸುವಂತೆ ಸೂಚಿಸಿದೆ. ಅರ್ಜಿದಾರರ ಪರ ಹಿರಿಯ ವಕೀಲರು ವಾದ ಮಂಡಿಸಿದರು. ಮುಂದಿನ ವಿಚಾರಣೆ ನವೆಂಬರ್ 11, 12ಕ್ಕೆ ನಿಗದಿಯಾಗಿದೆ. [607,1010,720,1064]
body-paragraph: ಪೊಲೀಸರು ಪ್ರಕರಣ ದಾಖಲಿಸಿಕೊಂಡು ತನಿಖೆ ಕೈಗೊಂಡಿದ್ದಾರೆ. ಘಟನೆಯ ಬಗ್ಗೆ ಸ್ಥಳೀಯರಲ್ಲಿ ತೀವ್ರ ಆತಂಕ ವ್ಯಕ್ತವಾಗಿದ್ದು, ಹೆಚ್ಚಿನ ಭದ್ರತೆ ಒದಗಿಸುವಂತೆ ಒತ್ತಾಯಿಸಿದ್ದಾರೆ. ಆರೋಪಿಗಳ ಪತ್ತೆಗೆ ವಿಶೇಷ ತಂಡ ರಚಿಸಲಾಗಿದೆ ಎಂದು ಅಧಿಕಾರಿಗಳು ತಿಳಿಸಿದ್ದಾರೆ. [832,210,940,264]
article-headline: 2 ವರ್ಷಕ್ಕಷ್ಟೇ ಮುಖ್ಯಮಂತ್ರಿ ಆಯ್ಕೆ ಮಾಡಿಲ್ಲ [488,115,820,142]
article-headline: ಸಿಎಂ ಕಾರಿನಲ್ಲಿ ಎಂಎಲ್‌ಸಿ ರವಿಕುಮಾರ್ ಪ್ರಯಾಣ [743,1078,924,1114]
article-body [727,1120,940,1288]
article-headline: ಮಹಿಳಾ ಶಿಕ್ಷಕಿಯರಿಗೆ ಶಿಶುಪಾಲನಾ ರಜೆ ಸೌಲಭ್ಯ [38,968,180,1001]
section-rule [727,748,940,749]
body-paragraph: ಬೆಂಗಳೂರು: ಸಂಪುಟ ವಿಸ್ತರಣೆ ಹಾಗೂ ಸಿಎಂ ಬದಲಾವಣೆ ಬಗ್ಗೆ ಮಾತನಾಡಿದಷ್ಟೂ ಪಕ್ಷಕ್ಕೆ ಡ್ಯಾಮೇಜ್ ಆಗುತ್ತದೆ ಎಂದು ಸಚಿವ ರಾಮಲಿಂಗಾ ರೆಡ್ಡಿ ಹೇಳಿದ್ದಾರೆ. [368,799,481,834]
body-paragraph: ಈ ಕುರಿತು ಸುದ್ದಿಗಾರರೊಂದಿಗೆ ಮಾತನಾಡಿದ ಅವರು, ವರಿಷ್ಠರು ನೀಡುವ ಯಾವುದೇ ಜವಾಬ್ದಾರಿಯನ್ನು ನಿಭಾಯಿಸಲು ಸಿದ್ಧ ಎಂದರು. ಸರ್ಕಾರದ ಅಭಿವೃದ್ಧಿ ಕಾರ್ಯಗಳ ಬಗ್ಗೆ ಜನರಲ್ಲಿ ಒಳ್ಳೆಯ ಅಭಿಪ್ರಾಯವಿದೆ. ಗ್ಯಾರಂಟಿ ಯೋಜನೆಗಳು ಮನೆ ಮನೆ ತಲುಪಿವೆ ಎಂದು ವಿವರಿಸಿದರು. [487,1091,601,1145]
page-number: 2 [909,40,931,80]
body-paragraph: ವಿಚಾರಣೆ ನಡೆಸಿದ ನ್ಯಾಯಪೀಠ, ಸಂಬಂಧಪಟ್ಟ ಇಲಾಖೆಗಳಿಗೆ ನೋಟಿಸ್ ಜಾರಿ ಮಾಡಿ ನಾಲ್ಕು ವಾರಗಳ ಒಳಗೆ ಆಕ್ಷೇಪಣೆ ಸಲ್ಲಿಸುವಂತೆ ಸೂಚಿಸಿದೆ. ಅರ್ಜಿದಾರರ ಪರ ಹಿರಿಯ ವಕೀಲರು ವಾದ ಮಂಡಿಸಿದರು. ಮುಂದಿನ ವಿಚಾರಣೆ ನವೆಂಬರ್ 11, 12ಕ್ಕೆ ನಿಗದಿಯಾಗಿದೆ. [368,1089,481,1143]
continuation-text [30,452,188,500]
article-headline: ಲಾರೆನ್ಸ್ ಬಿಷ್ಣೋಯ್ ಹೆಸರು ಬರೆದು ವಿಕೃತಿ- ಕೇಸ್ ದಾಖಲು [35,514,183,552]
header-rule [30,84,940,86]
body-paragraph: ಪೊಲೀಸರು ಪ್ರಕರಣ ದಾಖಲಿಸಿಕೊಂಡು ತನಿಖೆ ಕೈಗೊಂಡಿದ್ದಾರೆ. ಘಟನೆಯ ಬಗ್ಗೆ ಸ್ಥಳೀಯರಲ್ಲಿ ತೀವ್ರ ಆತಂಕ ವ್ಯಕ್ತವಾಗಿದ್ದು, ಹೆಚ್ಚಿನ ಭದ್ರತೆ ಒದಗಿಸುವಂತೆ ಒತ್ತಾಯಿಸಿದ್ದಾರೆ. ಆರೋಪಿಗಳ ಪತ್ತೆಗೆ ವಿಶೇಷ ತಂಡ ರಚಿಸಲಾಗಿದೆ ಎಂದು ಅಧಿಕಾರಿಗಳು ತಿಳಿಸಿದ್ದಾರೆ. [716,152,824,206]
body-paragraph: ಬೆಂಗಳೂರು: ಪ್ರೇಯಸಿಗಾಗಿ ಕಳ್ಳತನಕ್ಕಿಳಿದ ಪ್ರಿಯಕರ 30 ಲಕ್ಷ ರೂ. ಮೌಲ್ಯದ ಆಭರಣ ಕದ್ದದ್ದು ಪೊಲೀಸ್ ತನಿಖೆಯಲ್ಲಿ ಬಯಲಾಗಿದೆ. ಆರೋಪಿಯನ್ನು ಬಂಧಿಸಲಾಗಿದೆ. [30,784,192,810]
body-paragraph: ಪಕ್ಷದ ಸಂಘಟನೆಗೆ ಹಲವು ವರ್ಷಗಳಿಂದ ದುಡಿದಿರುವ ಕಾರ್ಯಕರ್ತರಿಗೆ ಈ ಬಾರಿ ಅವಕಾಶ ನೀಡಬೇಕು ಎಂಬ ಒತ್ತಾಯ ಕೇಳಿಬಂದಿದೆ. ವರಿಷ್ಠರ ಮಟ್ಟದಲ್ಲಿ ಚರ್ಚೆ ನಡೆದಿದ್ದು, ಶೀಘ್ರದಲ್ಲೇ ಅಂತಿಮ ತೀರ್ಮಾನ ಪ್ರಕಟವಾಗುವ ಸಾಧ್ಯತೆ ಇದೆ ಎಂದು ಮೂಲಗಳು ಹೇಳಿವೆ. [30,346,192,381]
body-paragraph: ಬೆಂಗಳೂರು: ಐತಿಹಾಸಿಕ ಸ್ಮಾರಕದ ಗೋಡೆಯ ಮೇಲೆ ಲಾರೆನ್ಸ್ ಬಿಷ್ಣೋಯ್ ಹೆಸರು ಬರೆದು ವಿಕೃತಿ ಮೆರೆದವರ ವಿರುದ್ಧ ಕೇಸ್ ದಾಖಲಾಗಿದೆ. [30,560,188,586]
article-body-col [809,541,940,731]
masthead-word-right: ಪ್ರಭ [111,48,140,71]
article-body [194,1048,360,1160]
article-reddy-damage [368,752,720,976]
body-paragraph: ಬೆಂಗಳೂರು: ಅದೃಷ್ಟ ಕೈಕೊಡದಿದ್ದರೆ ಡಿ.ಕೆ.ಶಿವಕುಮಾರ್ ಮುಖ್ಯಮಂತ್ರಿ ಆಗುತ್ತಾರೆ ಎಂದು ಮಾಜಿ ಸಂಸದ ಡಿ.ಕೆ.ಸುರೇಶ್ ಹೇಳಿದ್ದಾರೆ. [368,1010,481,1036]
article-body [30,1007,188,1199]
pull-quote: ಹೈಕೋರ್ಟ್ ಈ ಕುರಿತು ತೀರ್ಮಾನ ನೀಡುವವರೆಗೂ ಯಾವುದೇ ಹೇಳಿಕೆ ನೀಡಲ್ಲ [609,798,718,818]
body-paragraph: ಪೊಲೀಸರು ಪ್ರಕರಣ ದಾಖಲಿಸಿಕೊಂಡು ತನಿಖೆ ಕೈಗೊಂಡಿದ್ದಾರೆ. ಘಟನೆಯ ಬಗ್ಗೆ ಸ್ಥಳೀಯರಲ್ಲಿ ತೀವ್ರ ಆತಂಕ ವ್ಯಕ್ತವಾಗಿದ್ದು, ಹೆಚ್ಚಿನ ಭದ್ರತೆ ಒದಗಿಸುವಂತೆ ಒತ್ತಾಯಿಸಿದ್ದಾರೆ. ಆರೋಪಿಗಳ ಪತ್ತೆಗೆ ವಿಶೇಷ ತಂಡ ರಚಿಸಲಾಗಿದೆ ಎಂದು ಅಧಿಕಾರಿಗಳು ತಿಳಿಸಿದ್ದಾರೆ. [194,956,360,991]
sub-headline: ಬಸ್‌ಗಳ ಸುರಕ್ಷತೆ ಕುರಿತು ಪರಿಶೀಲನೆ ನಡೆಸಿ [503,1149,585,1175]
pre-headline-note [194,510,360,526]
article-body-col [368,541,492,731]
column-rule [363,92,364,1412]
column-rule [191,452,192,745]
body-text [607,823,720,927]
article-body [30,559,188,719]
photo-side-text [293,151,355,291]
body-paragraph: ವಿಚಾರಣೆ ನಡೆಸಿದ ನ್ಯಾಯಪೀಠ, ಸಂಬಂಧಪಟ್ಟ ಇಲಾಖೆಗಳಿಗೆ ನೋಟಿಸ್ ಜಾರಿ ಮಾಡಿ ನಾಲ್ಕು ವಾರಗಳ ಒಳಗೆ ಆಕ್ಷೇಪಣೆ ಸಲ್ಲಿಸುವಂತೆ ಸೂಚಿಸಿದೆ. ಅರ್ಜಿದಾರರ ಪರ ಹಿರಿಯ ವಕೀಲರು ವಾದ ಮಂಡಿಸಿದರು. ಮುಂದಿನ ವಿಚಾರಣೆ ನವೆಂಬರ್ 11, 12ಕ್ಕೆ ನಿಗದಿಯಾಗಿದೆ. [500,659,662,690]
article-rss-stay [194,452,360,738]
section-rule [194,1022,360,1023]
body-paragraph: ಪೊಲೀಸರು ಪ್ರಕರಣ ದಾಖಲಿಸಿಕೊಂಡು ತನಿಖೆ ಕೈಗೊಂಡಿದ್ದಾರೆ. ಘಟನೆಯ ಬಗ್ಗೆ ಸ್ಥಳೀಯರಲ್ಲಿ ತೀವ್ರ ಆತಂಕ ವ್ಯಕ್ತವಾಗಿದ್ದು, ಹೆಚ್ಚಿನ ಭದ್ರತೆ ಒದಗಿಸುವಂತೆ ಒತ್ತಾಯಿಸಿದ್ದಾರೆ. ಆರೋಪಿಗಳ ಪತ್ತೆಗೆ ವಿಶೇಷ ತಂಡ ರಚಿಸಲಾಗಿದೆ ಎಂದು ಅಧಿಕಾರಿಗಳು ತಿಳಿಸಿದ್ದಾರೆ. [30,814,192,850]
article-headline [30,92,360,146]
article-body-col [368,151,476,467]
article-headline: ಸಿದ್ದು ಪೂರ್ಣಾವಧಿ ಸಿಎಂ ಘೋಷಿಸಿ ಚಳವಳಿ [35,1217,183,1251]
article-body [30,296,360,444]
article-headline: ನಾಗಹೊಳೆಯಲ್ಲಿ ಸಫಾರಿ ಟ್ರಿಪ್ ಕಡಿತ [762,1304,905,1318]
body-paragraph: ಮೈಸೂರು: ಸಿದ್ದರಾಮಯ್ಯ ಅವರನ್ನೇ ಪೂರ್ಣಾವಧಿ ಮುಖ್ಯಮಂತ್ರಿ ಎಂದು ಘೋಷಿಸುವಂತೆ ಒತ್ತಾಯಿಸಿ ಚಳವಳಿ ನಡೆಸಲು ಬೆಂಬಲಿಗರು ನಿರ್ಧರಿಸಿದ್ದಾರೆ. [30,1258,188,1284]
body-paragraph: ವಿಚಾರಣೆ ನಡೆಸಿದ ನ್ಯಾಯಪೀಠ, ಸಂಬಂಧಪಟ್ಟ ಇಲಾಖೆಗಳಿಗೆ ನೋಟಿಸ್ ಜಾರಿ ಮಾಡಿ ನಾಲ್ಕು ವಾರಗಳ ಒಳಗೆ ಆಕ್ಷೇಪಣೆ ಸಲ್ಲಿಸುವಂತೆ ಸೂಚಿಸಿದೆ. ಅರ್ಜಿದಾರರ ಪರ ಹಿರಿಯ ವಕೀಲರು ವಾದ ಮಂಡಿಸಿದರು. ಮುಂದಿನ ವಿಚಾರಣೆ ನವೆಂಬರ್ 11, 12ಕ್ಕೆ ನಿಗದಿಯಾಗಿದೆ. [194,1070,360,1106]
article-headline: ಆರ್‌ಎಸ್‌ಎಸ್‌ಗೆ ಅಂಕುಶ ಆದೇಶ- ಹೈಕೋರ್ಟ್‌ನಿಂದ ತಡೆಯಾಜ್ಞೆ [200,529,354,566]
body-paragraph: ಈ ಕುರಿತು ಸುದ್ದಿಗಾರರೊಂದಿಗೆ ಮಾತನಾಡಿದ ಅವರು, ವರಿಷ್ಠರು ನೀಡುವ ಯಾವುದೇ ಜವಾಬ್ದಾರಿಯನ್ನು ನಿಭಾಯಿಸಲು ಸಿದ್ಧ ಎಂದರು. ಸರ್ಕಾರದ ಅಭಿವೃದ್ಧಿ ಕಾರ್ಯಗಳ ಬಗ್ಗೆ ಜನರಲ್ಲಿ ಒಳ್ಳೆಯ ಅಭಿಪ್ರಾಯವಿದೆ. ಗ್ಯಾರಂಟಿ ಯೋಜನೆಗಳು ಮನೆ ಮನೆ ತಲುಪಿವೆ ಎಂದು ವಿವರಿಸಿದರು. [30,1078,188,1114]
